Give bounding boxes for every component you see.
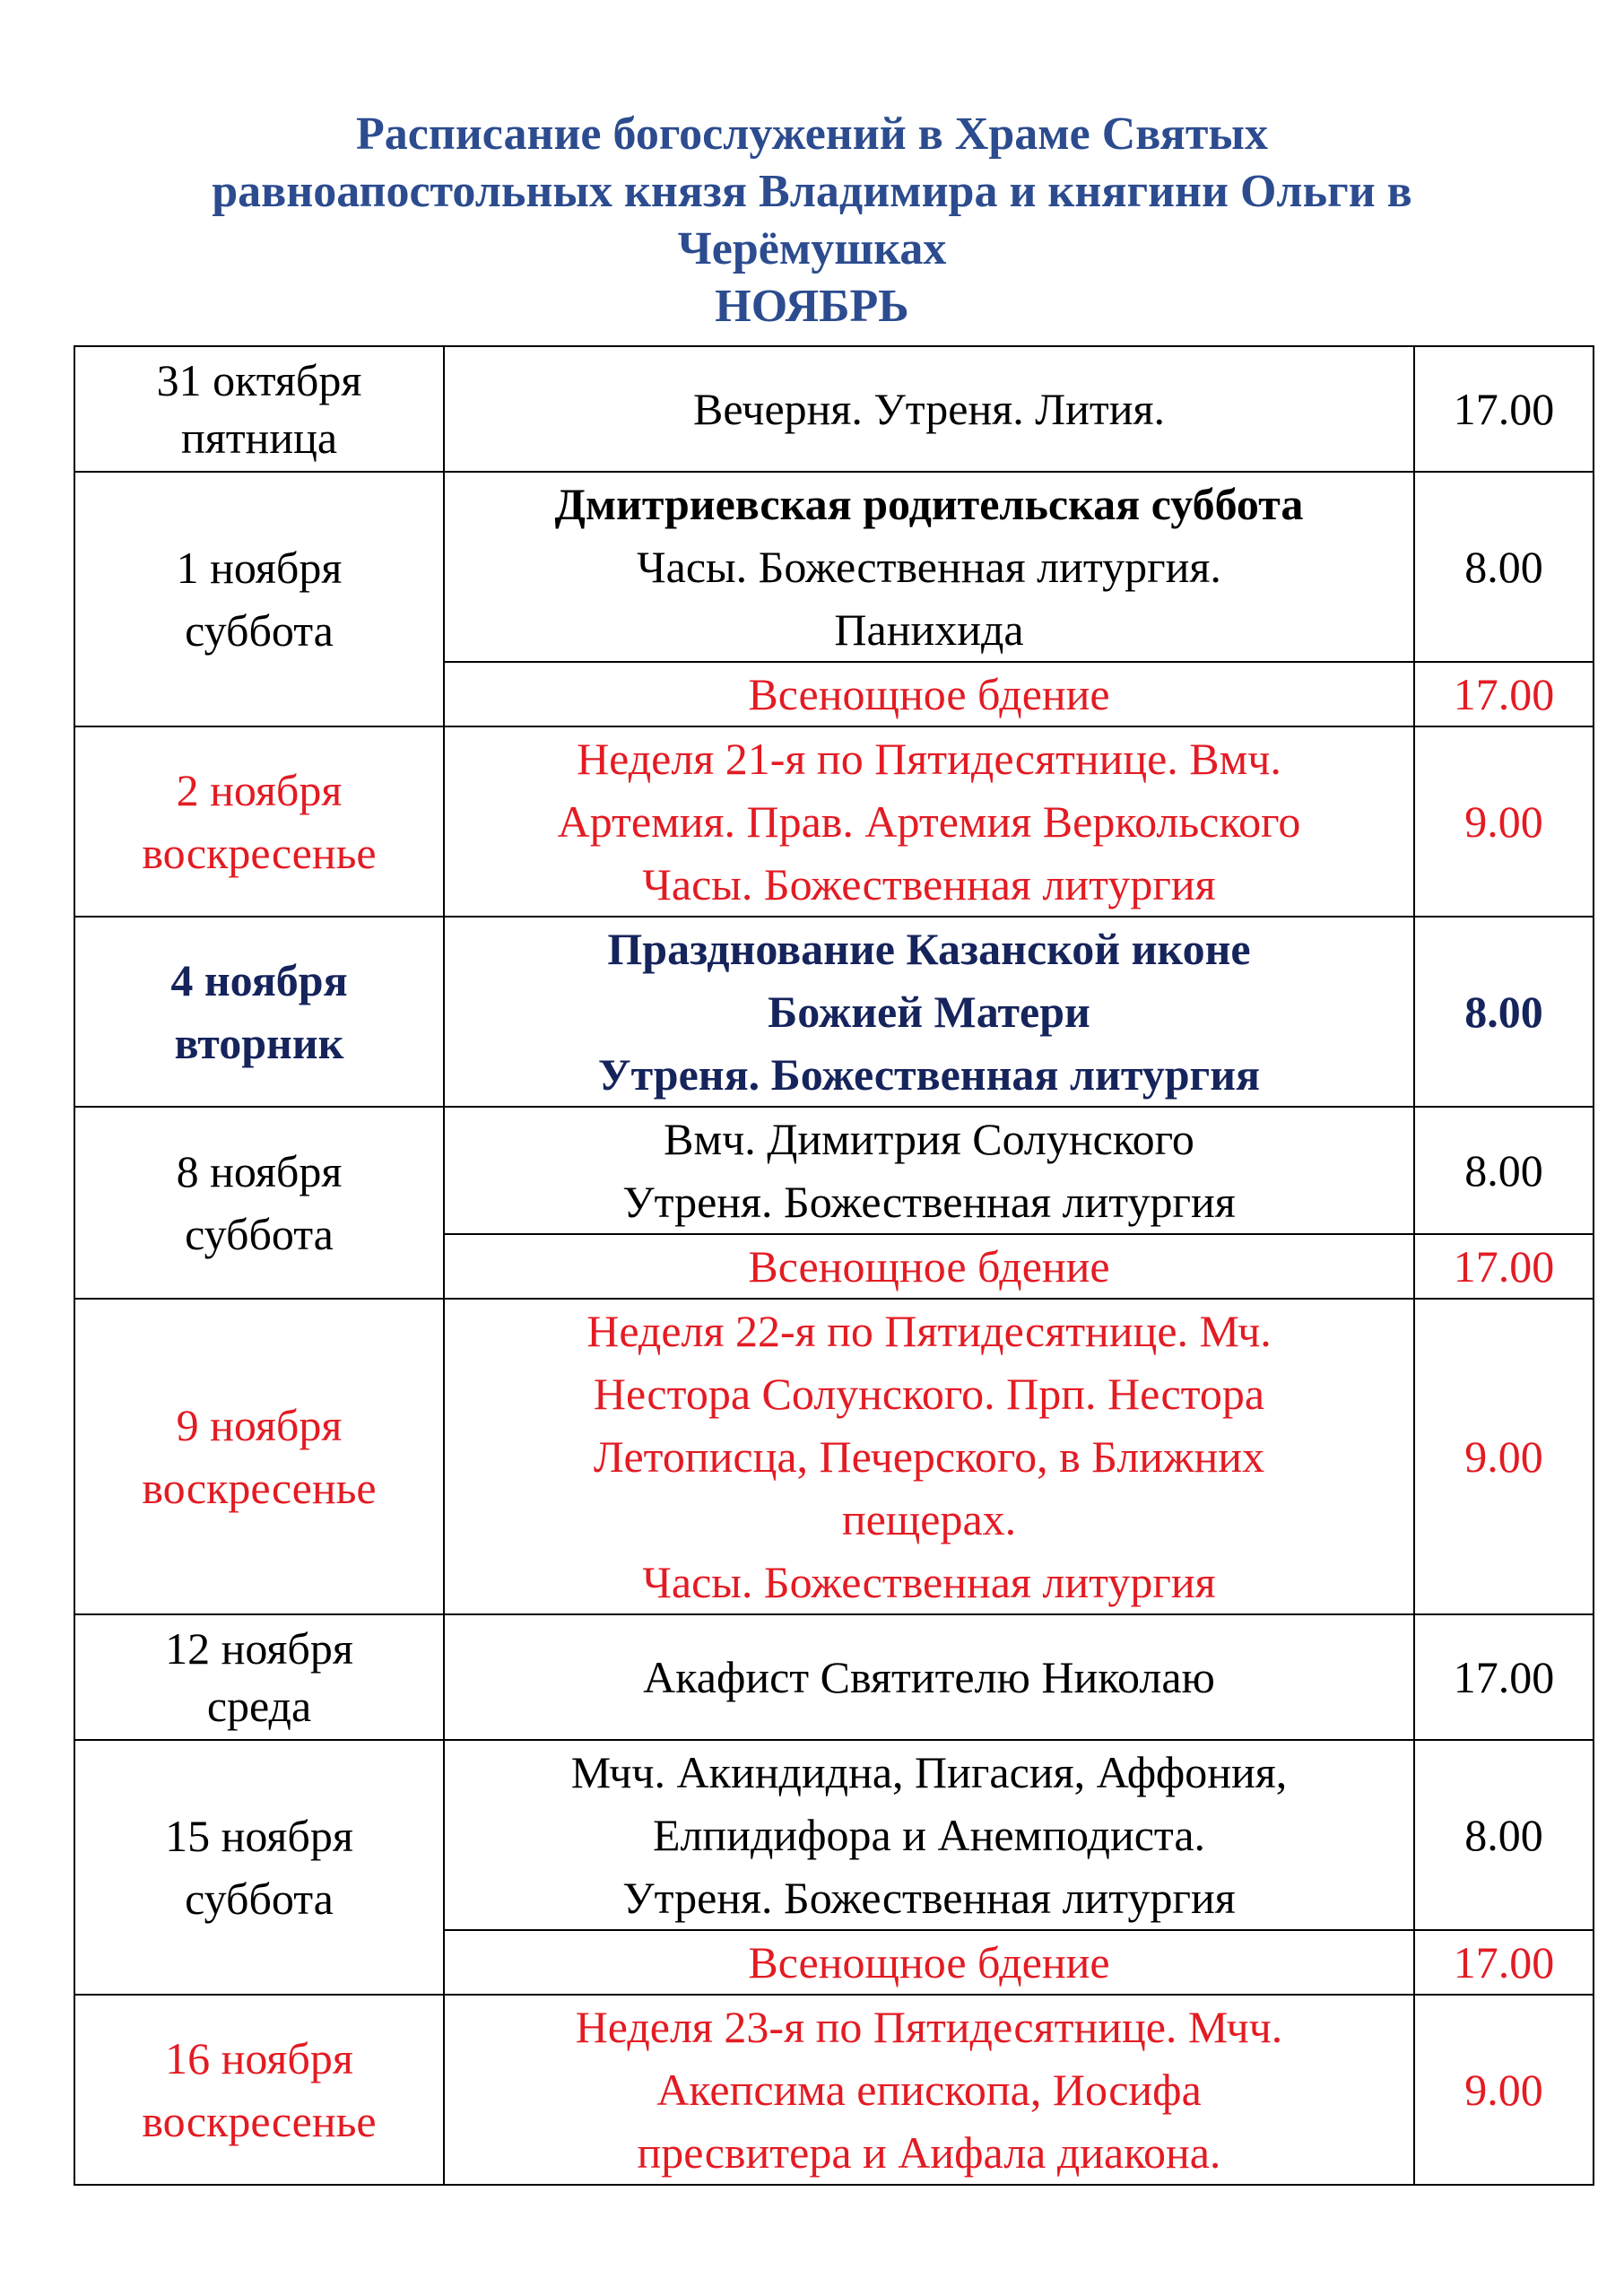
service-line: Нестора Солунского. Прп. Нестора — [593, 1369, 1265, 1419]
service-line: Утреня. Божественная литургия — [622, 1177, 1236, 1227]
service-line: Артемия. Прав. Артемия Веркольского — [557, 796, 1301, 847]
service-cell — [444, 1995, 1414, 2185]
header-line-1: Расписание богослужений в Храме Святых — [356, 109, 1268, 160]
service-line: Божией Матери — [768, 987, 1090, 1037]
time-cell: 9.00 — [1414, 1299, 1594, 1614]
table-row — [74, 726, 1594, 917]
service-cell: Всенощное бдение — [444, 1930, 1414, 1995]
service-line: Неделя 21-я по Пятидесятнице. Вмч. — [577, 734, 1281, 784]
service-line: Часы. Божественная литургия — [642, 859, 1216, 909]
service-cell — [444, 726, 1414, 917]
weekday-text: среда — [206, 1681, 312, 1731]
service-cell — [444, 1299, 1414, 1614]
table-row — [74, 1995, 1594, 2185]
service-line: Часы. Божественная литургия — [642, 1557, 1216, 1607]
date-cell — [74, 346, 444, 472]
table-row — [74, 1614, 1594, 1740]
service-cell — [444, 1107, 1414, 1234]
date-text: 2 ноября — [176, 765, 343, 815]
time-cell: 8.00 — [1414, 1740, 1594, 1930]
date-text: 4 ноября — [170, 955, 348, 1005]
date-text: 12 ноября — [165, 1623, 353, 1674]
table-row — [74, 1740, 1594, 1930]
weekday-text: суббота — [185, 605, 334, 656]
service-line: Празднование Казанской иконе — [607, 924, 1251, 974]
date-text: 16 ноября — [165, 2033, 353, 2083]
service-line: Летописца, Печерского, в Ближних — [593, 1431, 1265, 1482]
feast-title: Дмитриевская родительская суббота — [554, 479, 1304, 529]
schedule-table — [74, 345, 1594, 2186]
service-line: пресвитера и Аифала диакона. — [637, 2127, 1221, 2178]
date-cell — [74, 1740, 444, 1995]
date-text: 9 ноября — [176, 1400, 343, 1450]
table-row — [74, 917, 1594, 1107]
table-row — [74, 1107, 1594, 1234]
service-cell: Акафист Святителю Николаю — [444, 1614, 1414, 1740]
service-cell: Всенощное бдение — [444, 1234, 1414, 1299]
table-row — [74, 1299, 1594, 1614]
header-line-3: Черёмушках — [677, 223, 947, 274]
service-line: Утреня. Божественная литургия — [622, 1873, 1236, 1923]
time-cell: 17.00 — [1414, 662, 1594, 726]
service-line: Утреня. Божественная литургия — [597, 1049, 1261, 1100]
date-text: 8 ноября — [176, 1146, 343, 1196]
date-cell — [74, 917, 444, 1107]
time-cell: 8.00 — [1414, 917, 1594, 1107]
month-title: НОЯБРЬ — [715, 281, 909, 332]
service-cell: Всенощное бдение — [444, 662, 1414, 726]
date-cell — [74, 472, 444, 726]
date-text: 1 ноября — [176, 543, 343, 593]
date-cell — [74, 1995, 444, 2185]
date-cell — [74, 1299, 444, 1614]
service-cell — [444, 1740, 1414, 1930]
weekday-text: воскресенье — [142, 828, 377, 878]
time-cell: 17.00 — [1414, 1234, 1594, 1299]
table-row — [74, 346, 1594, 472]
document-header — [72, 106, 1552, 335]
header-line-2: равноапостольных князя Владимира и княгини Ольги в — [212, 166, 1412, 217]
date-text: 15 ноября — [165, 1811, 353, 1861]
weekday-text: воскресенье — [142, 2096, 377, 2146]
time-cell: 17.00 — [1414, 1930, 1594, 1995]
time-cell: 9.00 — [1414, 1995, 1594, 2185]
time-cell: 17.00 — [1414, 1614, 1594, 1740]
weekday-text: вторник — [174, 1018, 344, 1068]
weekday-text: воскресенье — [142, 1463, 377, 1513]
service-line: Неделя 23-я по Пятидесятнице. Мчч. — [575, 2002, 1283, 2052]
service-line: Неделя 22-я по Пятидесятнице. Мч. — [586, 1306, 1272, 1356]
service-line: Мчч. Акиндидна, Пигасия, Аффония, — [570, 1747, 1288, 1797]
service-cell: Вечерня. Утреня. Лития. — [444, 346, 1414, 472]
time-cell: 8.00 — [1414, 472, 1594, 662]
service-line: Часы. Божественная литургия. — [637, 542, 1221, 592]
date-text: 31 октября — [156, 355, 362, 405]
service-line: Панихида — [834, 604, 1024, 655]
service-line: пещерах. — [841, 1494, 1017, 1544]
date-cell — [74, 1107, 444, 1299]
service-line: Елпидифора и Анемподиста. — [652, 1810, 1206, 1860]
service-cell — [444, 472, 1414, 662]
table-row — [74, 472, 1594, 662]
date-cell — [74, 726, 444, 917]
time-cell: 8.00 — [1414, 1107, 1594, 1234]
date-cell — [74, 1614, 444, 1740]
time-cell: 17.00 — [1414, 346, 1594, 472]
service-cell — [444, 917, 1414, 1107]
weekday-text: пятница — [180, 413, 338, 463]
weekday-text: суббота — [185, 1874, 334, 1924]
service-line: Акепсима епископа, Иосифа — [656, 2065, 1202, 2115]
service-line: Вмч. Димитрия Солунского — [664, 1114, 1194, 1164]
time-cell: 9.00 — [1414, 726, 1594, 917]
weekday-text: суббота — [185, 1209, 334, 1259]
